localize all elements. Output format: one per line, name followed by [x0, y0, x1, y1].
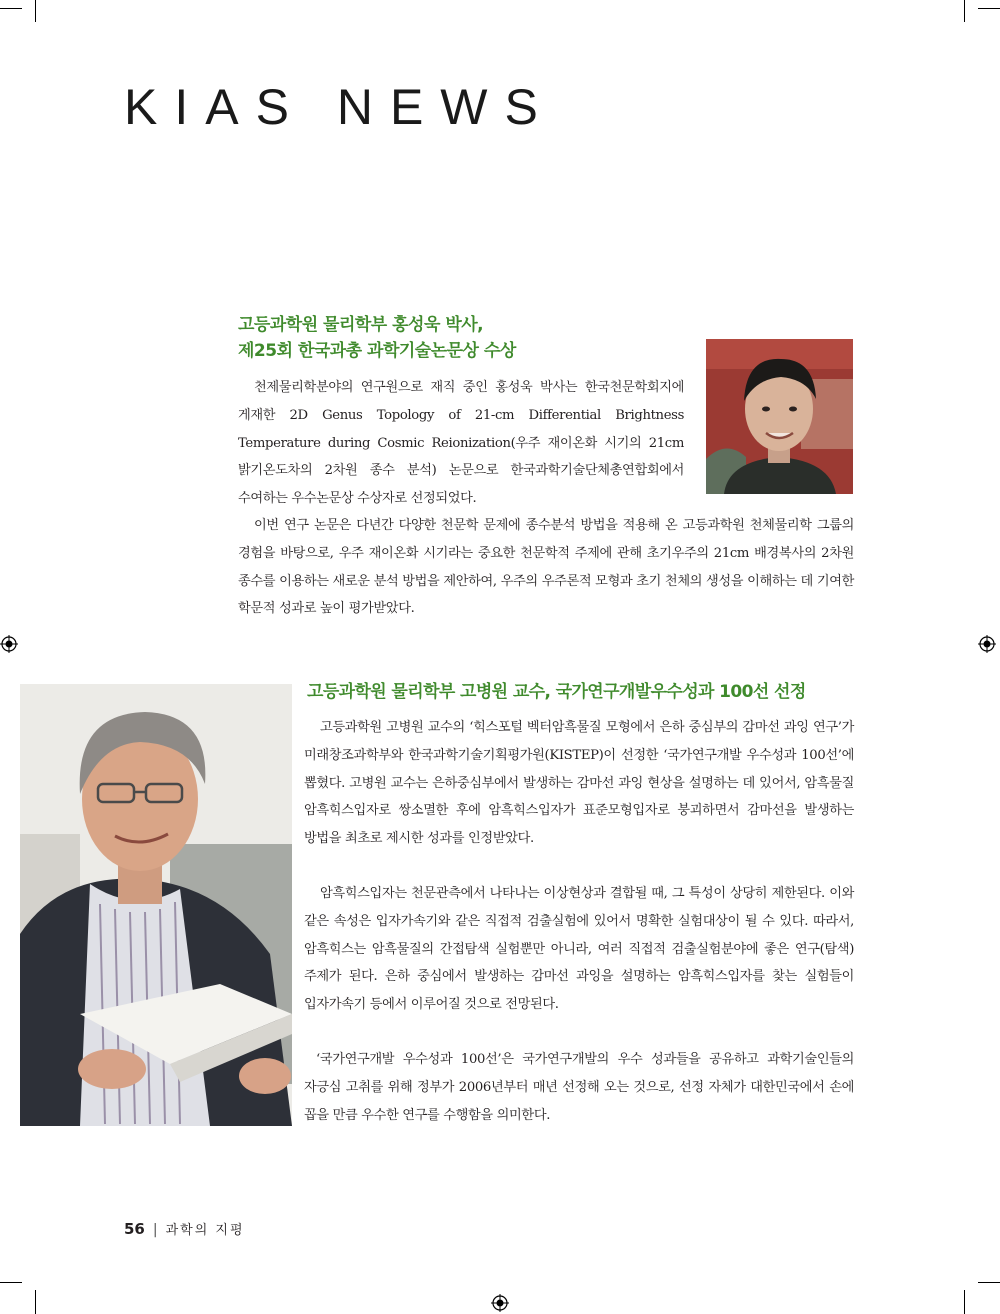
- registration-mark-icon: [978, 635, 996, 653]
- masthead-title: KIAS NEWS: [124, 79, 555, 135]
- registration-mark-icon: [491, 1294, 509, 1312]
- crop-mark: [978, 1282, 1000, 1283]
- portrait-photo-hong: [706, 339, 853, 494]
- crop-mark: [0, 8, 22, 9]
- page-footer: [124, 1219, 245, 1238]
- crop-mark: [964, 0, 965, 22]
- crop-mark: [35, 1290, 36, 1314]
- portrait-photo-ko: [20, 684, 292, 1126]
- article2-paragraph-2: 암흑힉스입자는 천문관측에서 나타나는 이상현상과 결합될 때, 그 특성이 상당히 제한된다. 이와 같은 속성은 입자가속기와 같은 직접적 검출실험에 있어서 명확한 실험대상이 될 수 있다. 따라서, 암흑힉스는 암흑물질의 간접탐색 실험뿐만 아니라, 여러 직접적 검출실험분야에 좋은 연구(탐색) 주제가 된다. 은하 중심에서 발생하는 감마선 과잉을 설명하는 암흑힉스입자를 찾는 실험들이 입자가속기 등에서 이루어질 것으로 전망된다.: [304, 886, 854, 1013]
- article2-paragraph-3: ‘국가연구개발 우수성과 100선’은 국가연구개발의 우수 성과들을 공유하고 과학기술인들의 자긍심 고취를 위해 정부가 2006년부터 매년 선정해 오는 것으로, 선정 자체가 대한민국에서 손에 꼽을 만큼 우수한 연구를 수행함을 의미한다.: [304, 1052, 854, 1123]
- article1-headline-line2: 제25회 한국과총 과학기술논문상 수상: [238, 341, 516, 361]
- magazine-name: 과학의 지평: [165, 1223, 245, 1238]
- crop-mark: [35, 0, 36, 22]
- page-number: 56: [124, 1220, 145, 1238]
- registration-mark-icon: [0, 635, 18, 653]
- crop-mark: [978, 8, 1000, 9]
- article1-paragraph-2: 이번 연구 논문은 다년간 다양한 천문학 문제에 종수분석 방법을 적용해 온 고등과학원 천체물리학 그룹의 경험을 바탕으로, 우주 재이온화 시기라는 중요한 천문학적 주제에 관해 초기우주의 21cm 배경복사의 2차원 종수를 이용하는 새로운 분석 방법을 제안하여, 우주의 우주론적 모형과 초기 천체의 생성을 이해하는 데 기여한 학문적 성과로 높이 평가받았다.: [238, 518, 854, 617]
- article1-paragraph-1: 천제물리학분야의 연구원으로 재직 중인 홍성욱 박사는 한국천문학회지에 게재한 2D Genus Topology of 21-cm Differential Brightness Temperature during Cosmic Reionization(우주 재이온화 시기의 21cm 밝기온도차의 2차원 종수 분석) 논문으로 한국과학기술단체총연합회에서 수여하는 우수논문상 수상자로 선정되었다.: [238, 380, 684, 507]
- crop-mark: [0, 1282, 22, 1283]
- article2-paragraph-1: 고등과학원 고병원 교수의 ‘힉스포털 벡터암흑물질 모형에서 은하 중심부의 감마선 과잉 연구’가 미래창조과학부와 한국과학기술기획평가원(KISTEP)이 선정한 ‘국가연구개발 우수성과 100선’에 뽑혔다. 고병원 교수는 은하중심부에서 발생하는 감마선 과잉 현상을 설명하는 데 있어서, 암흑물질 암흑힉스입자로 쌍소멸한 후에 암흑힉스입자가 표준모형입자로 붕괴하면서 감마선을 발생하는 방법을 최초로 제시한 성과를 인정받았다.: [304, 720, 854, 847]
- article2-headline: 고등과학원 물리학부 고병원 교수, 국가연구개발우수성과 100선 선정: [307, 682, 806, 702]
- article1-headline: [238, 312, 698, 364]
- crop-mark: [964, 1290, 965, 1314]
- footer-separator: |: [152, 1222, 158, 1238]
- article1-headline-line1: 고등과학원 물리학부 홍성욱 박사,: [238, 315, 484, 335]
